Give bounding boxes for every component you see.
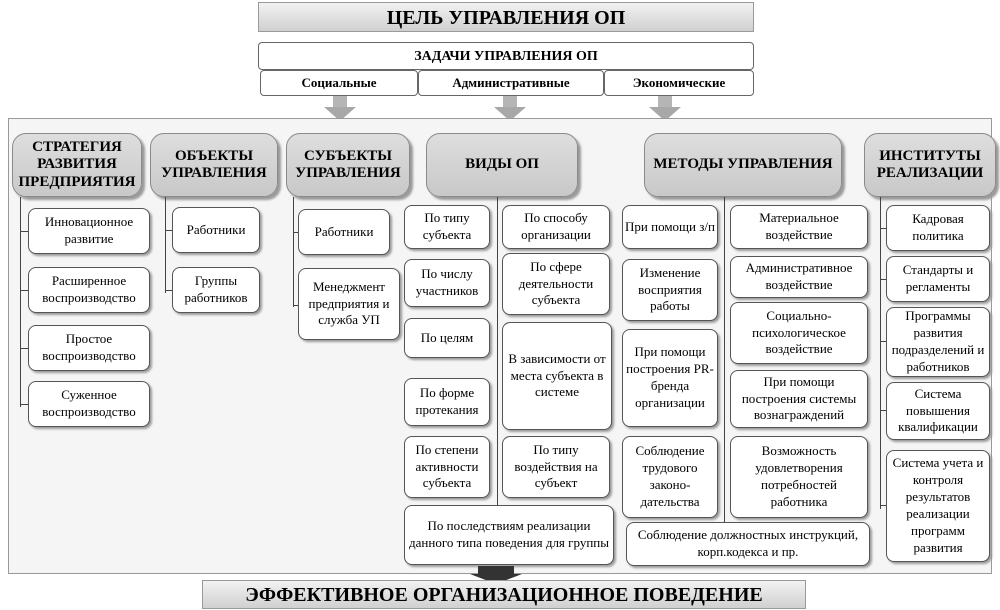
methods-item: При помощи з/п (622, 205, 718, 249)
task-social: Социальные (260, 70, 418, 96)
strategy-item: Расширенное воспроизводство (28, 267, 150, 313)
methods-item: Изменение восприятия работы (622, 259, 718, 321)
strategy-item: Простое воспроизводство (28, 325, 150, 371)
institutes-item: Стандарты и регламенты (886, 256, 990, 302)
institutes-item: Система повышения квалификации (886, 382, 990, 440)
strategy-item: Суженное воспроизводство (28, 381, 150, 427)
methods-item: Материальное воздействие (730, 205, 868, 249)
types-item-bottom: По последствиям реализации данного типа поведения для группы (404, 505, 614, 565)
strategy-tick-1 (20, 231, 28, 232)
task-administrative: Административные (418, 70, 604, 96)
strategy-tick-4 (20, 404, 28, 405)
task-economic: Экономические (604, 70, 754, 96)
header-objects: ОБЪЕКТЫ УПРАВЛЕНИЯ (150, 133, 278, 197)
types-item: По целям (404, 318, 490, 358)
methods-item: При помощи построения системы вознаграждений (730, 370, 868, 428)
methods-item-bottom: Соблюдение должностных инструкций, корп.кодекса и пр. (626, 522, 870, 566)
methods-divider (724, 197, 725, 523)
objects-tick-1 (165, 230, 172, 231)
types-divider (497, 197, 498, 505)
methods-item: Социально-психологическое воздействие (730, 302, 868, 364)
strategy-tick-3 (20, 348, 28, 349)
strategy-tick-2 (20, 290, 28, 291)
methods-item: Административное воздействие (730, 256, 868, 298)
subjects-item: Работники (298, 209, 390, 255)
types-item: По типу субъекта (404, 205, 490, 249)
strategy-item: Инновационное развитие (28, 208, 150, 254)
types-item: По типу воздействия на субъект (502, 436, 610, 498)
strategy-connector (20, 197, 21, 407)
methods-item: Соблюдение трудового законо-дательства (622, 436, 718, 518)
result-banner (202, 580, 806, 609)
types-item: По способу организации (502, 205, 610, 249)
types-item: По сфере деятельности субъекта (502, 253, 610, 315)
methods-item: Возможность удовлетворения потребностей работника (730, 436, 868, 518)
goal-text: ЦЕЛЬ УПРАВЛЕНИЯ ОП (386, 7, 626, 29)
objects-item: Группы работников (172, 267, 260, 313)
objects-item: Работники (172, 207, 260, 253)
methods-item: При помощи построения PR-бренда организации (622, 329, 718, 427)
header-methods: МЕТОДЫ УПРАВЛЕНИЯ (644, 133, 842, 197)
header-strategy: СТРАТЕГИЯ РАЗВИТИЯ ПРЕДПРИЯТИЯ (12, 133, 142, 197)
subjects-item: Менеджмент предприятия и служба УП (298, 268, 400, 340)
institutes-connector (880, 197, 881, 509)
types-item: В зависимости от места субъекта в системе (502, 322, 612, 430)
types-item: По форме протекания (404, 378, 490, 426)
types-item: По числу участников (404, 259, 490, 307)
header-institutes: ИНСТИТУТЫ РЕАЛИЗАЦИИ (864, 133, 996, 197)
objects-tick-2 (165, 290, 172, 291)
header-subjects: СУБЪЕКТЫ УПРАВЛЕНИЯ (286, 133, 410, 197)
institutes-item: Программы развития подразделений и работников (886, 307, 990, 377)
goal-banner (258, 2, 754, 32)
subjects-connector (293, 197, 294, 307)
institutes-item: Система учета и контроля результатов реализации программ развития (886, 450, 990, 562)
result-text: ЭФФЕКТИВНОЕ ОРГАНИЗАЦИОННОЕ ПОВЕДЕНИЕ (245, 584, 763, 606)
types-item: По степени активности субъекта (404, 436, 490, 498)
header-types: ВИДЫ ОП (426, 133, 578, 197)
tasks-title: ЗАДАЧИ УПРАВЛЕНИЯ ОП (414, 49, 598, 64)
institutes-item: Кадровая политика (886, 205, 990, 251)
objects-connector (165, 197, 166, 293)
tasks-title-box (258, 42, 754, 70)
